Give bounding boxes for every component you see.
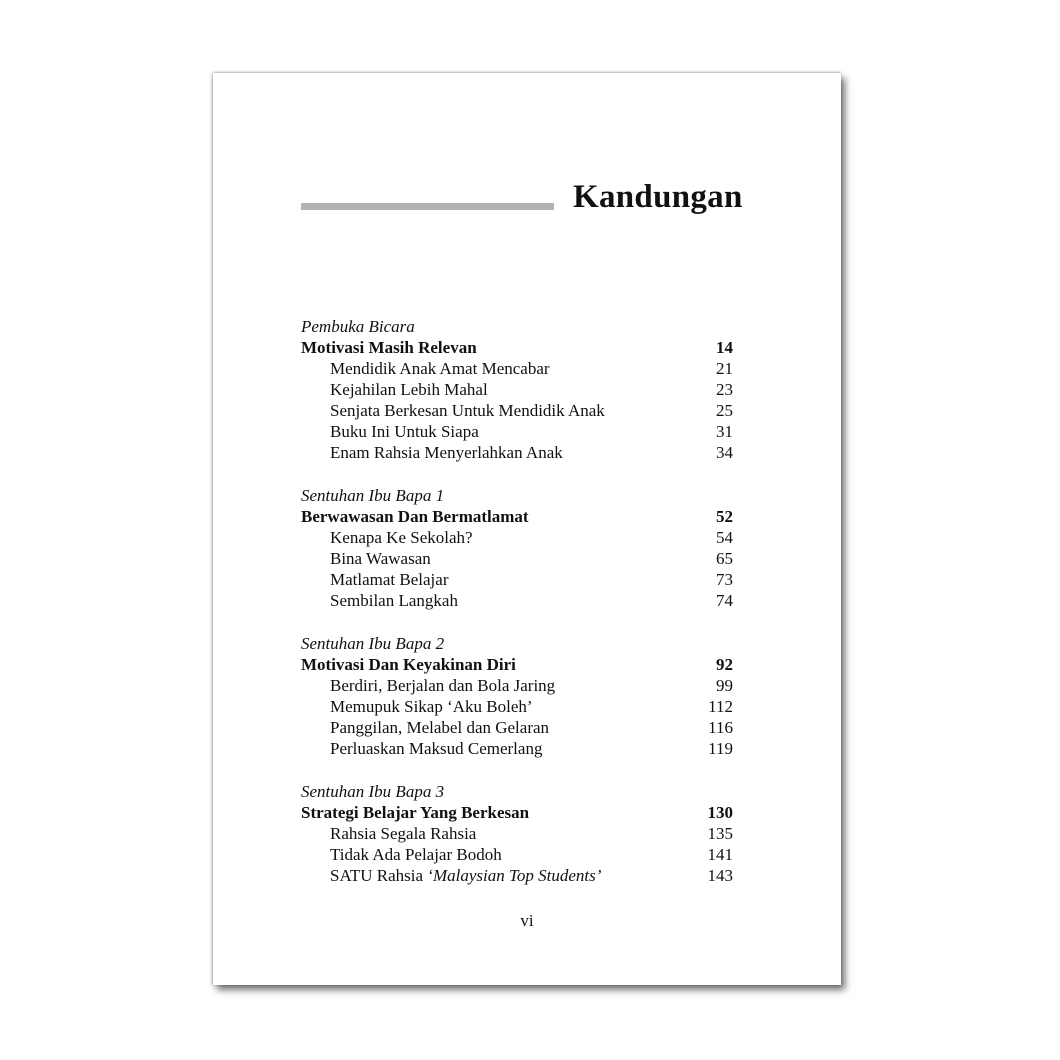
section-label: Pembuka Bicara [301, 317, 415, 336]
section-label: Sentuhan Ibu Bapa 2 [301, 634, 445, 653]
entry-title: Perluaskan Maksud Cemerlang [330, 739, 543, 758]
entry-page-number: 99 [716, 676, 733, 695]
entry-page-number: 116 [708, 718, 733, 737]
book-page [213, 73, 841, 985]
chapter-page-number: 92 [716, 655, 733, 674]
toc-entry [301, 569, 733, 590]
chapter-page-number: 130 [707, 803, 733, 822]
entry-page-number: 31 [716, 422, 733, 441]
chapter-entry [301, 654, 733, 675]
entry-title: Kejahilan Lebih Mahal [330, 380, 488, 399]
chapter-title: Strategi Belajar Yang Berkesan [301, 803, 530, 822]
toc-section [301, 316, 733, 463]
chapter-title: Motivasi Masih Relevan [301, 338, 477, 357]
entry-title: Berdiri, Berjalan dan Bola Jaring [330, 676, 556, 695]
entry-page-number: 135 [707, 824, 733, 843]
entry-page-number: 119 [708, 739, 733, 758]
entry-page-number: 25 [716, 401, 733, 420]
toc-entry [301, 379, 733, 400]
chapter-entry [301, 337, 733, 358]
entry-page-number: 23 [716, 380, 733, 399]
toc-entry [301, 717, 733, 738]
entry-title: Mendidik Anak Amat Mencabar [330, 359, 550, 378]
entry-title [301, 865, 601, 886]
section-label: Sentuhan Ibu Bapa 1 [301, 486, 445, 505]
toc-entry [301, 400, 733, 421]
toc-entry [301, 823, 733, 844]
entry-page-number: 34 [716, 443, 733, 462]
chapter-entry [301, 506, 733, 527]
section-label: Sentuhan Ibu Bapa 3 [301, 782, 445, 801]
entry-title: Memupuk Sikap ‘Aku Boleh’ [330, 697, 533, 716]
entry-title-italic: ‘Malaysian Top Students’ [427, 866, 602, 885]
toc-section [301, 633, 733, 759]
chapter-title: Motivasi Dan Keyakinan Diri [301, 655, 516, 674]
toc-entry [301, 421, 733, 442]
toc-entry [301, 548, 733, 569]
toc-entry [301, 675, 733, 696]
toc-entry [301, 590, 733, 611]
entry-page-number: 54 [716, 528, 733, 547]
toc-section [301, 781, 733, 886]
entry-title: Senjata Berkesan Untuk Mendidik Anak [330, 401, 605, 420]
entry-title: Kenapa Ke Sekolah? [330, 528, 473, 547]
entry-page-number: 73 [716, 570, 733, 589]
entry-title: Panggilan, Melabel dan Gelaran [330, 718, 550, 737]
entry-page-number: 74 [716, 591, 733, 610]
page-folio: vi [520, 911, 534, 930]
toc-entry [301, 865, 733, 886]
toc-entry [301, 844, 733, 865]
chapter-page-number: 14 [716, 338, 733, 357]
entry-title: Rahsia Segala Rahsia [330, 824, 477, 843]
toc-entry [301, 527, 733, 548]
chapter-entry [301, 802, 733, 823]
entry-page-number: 141 [707, 845, 733, 864]
toc-section [301, 485, 733, 611]
entry-title: Buku Ini Untuk Siapa [330, 422, 479, 441]
entry-page-number: 112 [708, 697, 733, 716]
entry-title: Matlamat Belajar [330, 570, 449, 589]
heading-rule [301, 203, 554, 210]
entry-title-prefix: SATU Rahsia [330, 866, 424, 885]
entry-title: Enam Rahsia Menyerlahkan Anak [330, 443, 563, 462]
toc-entry [301, 358, 733, 379]
entry-page-number: 65 [716, 549, 733, 568]
entry-title: Bina Wawasan [330, 549, 431, 568]
entry-page-number: 21 [716, 359, 733, 378]
page-title: Kandungan [573, 179, 743, 215]
chapter-page-number: 52 [716, 507, 733, 526]
chapter-title: Berwawasan Dan Bermatlamat [301, 507, 529, 526]
toc-entry [301, 442, 733, 463]
entry-page-number: 143 [707, 866, 733, 885]
toc-entry [301, 696, 733, 717]
toc-entry [301, 738, 733, 759]
table-of-contents [301, 316, 733, 908]
entry-title: Sembilan Langkah [330, 591, 458, 610]
entry-title: Tidak Ada Pelajar Bodoh [330, 845, 502, 864]
